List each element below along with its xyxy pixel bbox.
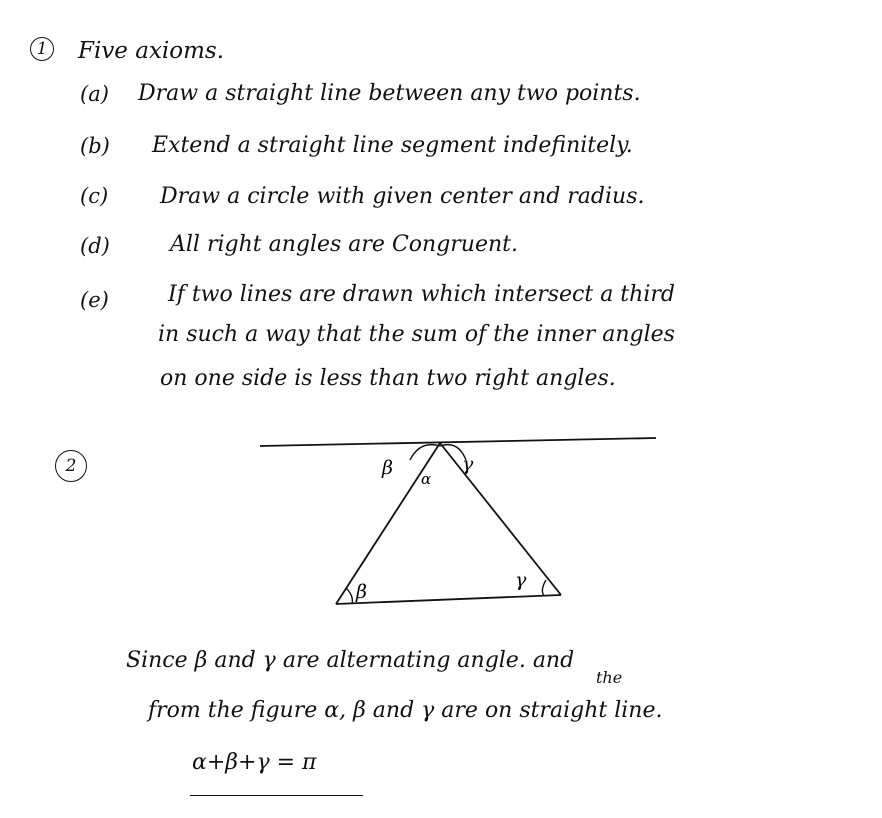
bottom-left-beta-label: β [356, 581, 367, 603]
item-label-b: (b) [80, 134, 110, 158]
bottom-right-angle-arc [542, 580, 546, 596]
result-equation: α+β+γ = π [192, 750, 317, 775]
top-gamma-label: γ [462, 453, 474, 475]
axiom-a-text: Draw a straight line between any two points. [138, 81, 641, 106]
triangle-base [336, 595, 561, 604]
axiom-e-line-2: in such a way that the sum of the inner angles [158, 322, 675, 347]
triangle-right-side [440, 443, 561, 595]
item-label-e: (e) [80, 288, 109, 312]
axiom-d-text: All right angles are Congruent. [170, 232, 518, 257]
question-2-number: 2 [55, 450, 87, 482]
item-label-c: (c) [80, 184, 109, 208]
top-alpha-label: α [421, 470, 432, 488]
top-beta-label: β [382, 457, 393, 479]
inserted-word-the: the [596, 668, 623, 687]
axiom-c-text: Draw a circle with given center and radius. [160, 184, 645, 209]
parallel-line [260, 438, 656, 446]
item-label-a: (a) [80, 82, 109, 106]
bottom-right-gamma-label: γ [515, 569, 527, 591]
question-1-number: 1 [30, 37, 54, 61]
bottom-left-angle-arc [346, 588, 352, 604]
equation-underline [190, 795, 363, 796]
question-1-title: Five axioms. [78, 38, 225, 64]
axiom-b-text: Extend a straight line segment indefinitely. [152, 133, 633, 158]
conclusion-line-1: Since β and γ are alternating angle. and [126, 648, 575, 673]
item-label-d: (d) [80, 234, 110, 258]
conclusion-line-2: from the figure α, β and γ are on straight line. [148, 698, 663, 723]
axiom-e-line-3: on one side is less than two right angles. [160, 366, 616, 391]
axiom-e-line-1: If two lines are drawn which intersect a third [168, 282, 675, 307]
